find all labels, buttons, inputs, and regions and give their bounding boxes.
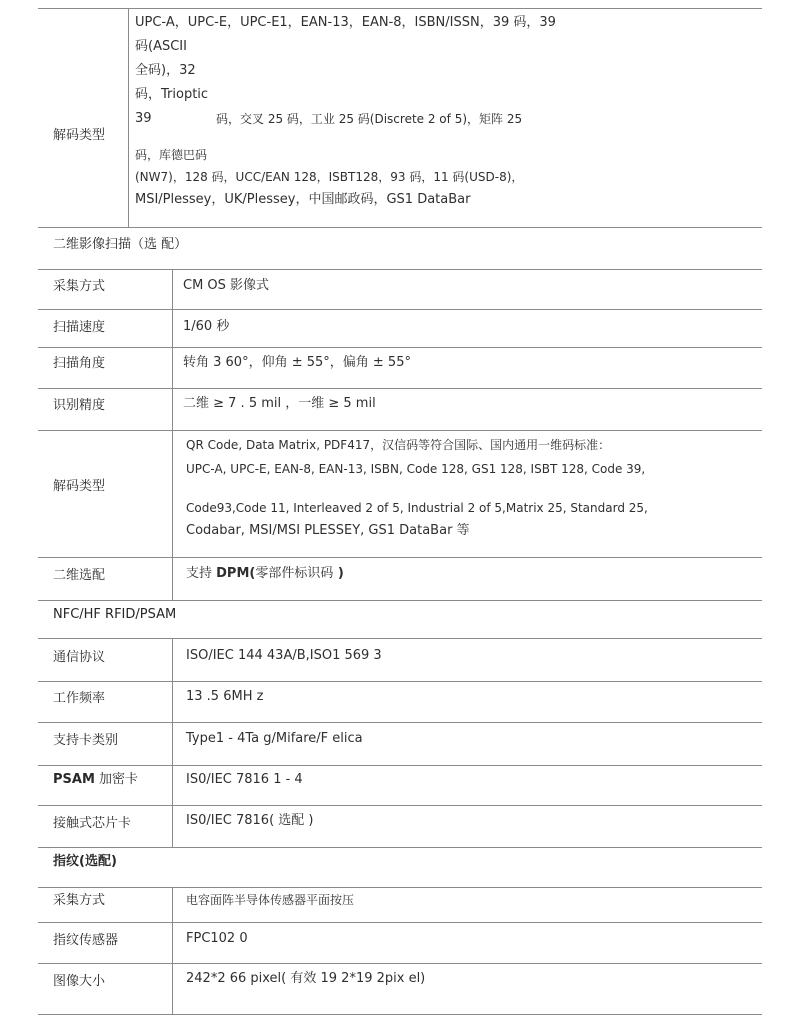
row-value-fp-sensor: FPC102 0 [186,931,248,946]
row-value-protocol: ISO/IEC 144 43A/B,ISO1 569 3 [186,648,382,663]
row-label-fp-capture: 采集方式 [53,893,106,908]
decode-1d-line-4: 码，Trioptic [135,87,209,102]
dpm-close: ) [333,566,344,581]
row-divider [38,765,762,766]
row-value-contact-card: IS0/IEC 7816( 选配 ) [186,813,314,828]
row-value-scan-speed: 1/60 秒 [183,319,230,334]
decode-2d-line-4: Codabar, MSI/MSI PLESSEY, GS1 DataBar 等 [186,523,470,538]
row-label-frequency: 工作频率 [53,691,106,706]
row-label-2d-option: 二维选配 [53,568,106,583]
decode-1d-line-2: 码(ASCII [135,39,187,54]
section-title-2d-scan: 二维影像扫描（选 配） [53,237,188,252]
psam-label-rest: 加密卡 [94,772,139,787]
row-divider [38,430,762,431]
column-divider [172,638,173,847]
decode-2d-line-2: UPC-A, UPC-E, EAN-8, EAN-13, ISBN, Code 128, GS1 128, ISBT 128, Code 39, [186,462,646,476]
row-value-resolution: 二维 ≥ 7 . 5 mil ，一维 ≥ 5 mil [183,396,376,411]
section-title-nfc: NFC/HF RFID/PSAM [53,607,177,622]
row-divider [38,600,762,601]
row-value-fp-capture: 电容面阵半导体传感器平面按压 [186,893,355,907]
row-label-contact-card: 接触式芯片卡 [53,816,132,831]
row-label-scan-speed: 扫描速度 [53,320,106,335]
column-divider [128,8,129,227]
row-label-psam [53,771,138,789]
row-value-capture-mode: CM OS 影像式 [183,278,270,293]
psam-label-bold: PSAM [53,772,95,787]
row-divider [38,887,762,888]
row-divider [38,847,762,848]
row-divider [38,922,762,923]
row-label-capture-mode: 采集方式 [53,279,106,294]
row-value-frequency: 13 .5 6MH z [186,689,264,704]
decode-2d-line-1: QR Code, Data Matrix, PDF417，汉信码等符合国际、国内通用一维码标准： [186,438,611,452]
row-value-2d-option [186,565,344,583]
row-label-fp-sensor: 指纹传感器 [53,933,119,948]
decode-1d-line-1: UPC-A，UPC-E，UPC-E1，EAN-13，EAN-8，ISBN/ISSN，39 码，39 [135,15,556,30]
decode-2d-line-3: Code93,Code 11, Interleaved 2 of 5, Industrial 2 of 5,Matrix 25, Standard 25, [186,501,648,515]
row-label-scan-angle: 扫描角度 [53,356,106,371]
table-border-bottom [38,1014,762,1015]
decode-1d-line-8: (NW7)，128 码，UCC/EAN 128，ISBT128，93 码，11 码(USD-8)， [135,170,524,184]
row-divider [38,722,762,723]
row-label-decode-2d: 解码类型 [53,479,106,494]
row-value-image-size: 242*2 66 pixel( 有效 19 2*19 2pix el) [186,971,426,986]
row-value-card-types: Type1 - 4Ta g/Mifare/F elica [186,731,363,746]
row-label-resolution: 识别精度 [53,398,106,413]
column-divider [172,269,173,600]
row-label-protocol: 通信协议 [53,650,106,665]
decode-1d-line-5: 39 [135,111,152,126]
row-divider [38,227,762,228]
decode-1d-line-7: 码，库德巴码 [135,148,208,162]
row-divider [38,388,762,389]
section-title-fingerprint: 指纹(选配) [53,854,117,869]
row-divider [38,681,762,682]
row-label-card-types: 支持卡类别 [53,733,119,748]
row-value-scan-angle: 转角 3 60°，仰角 ± 55°，偏角 ± 55° [183,355,411,370]
row-label-image-size: 图像大小 [53,974,106,989]
table-border-top [38,8,762,9]
row-divider [38,557,762,558]
row-divider [38,805,762,806]
decode-1d-line-9: MSI/Plessey，UK/Plessey，中国邮政码，GS1 DataBar [135,192,471,207]
column-divider [172,887,173,1015]
row-value-psam: IS0/IEC 7816 1 - 4 [186,772,303,787]
row-divider [38,309,762,310]
decode-1d-line-3: 全码)，32 [135,63,196,78]
dpm-support-prefix: 支持 [186,566,217,581]
row-divider [38,269,762,270]
dpm-code: DPM( [216,566,256,581]
row-divider [38,347,762,348]
dpm-description: 零部件标识码 [255,566,334,581]
row-divider [38,638,762,639]
row-label-decode-1d: 解码类型 [53,128,106,143]
row-divider [38,963,762,964]
decode-1d-line-6: 码，交叉 25 码，工业 25 码(Discrete 2 of 5)，矩阵 25 [216,112,523,126]
